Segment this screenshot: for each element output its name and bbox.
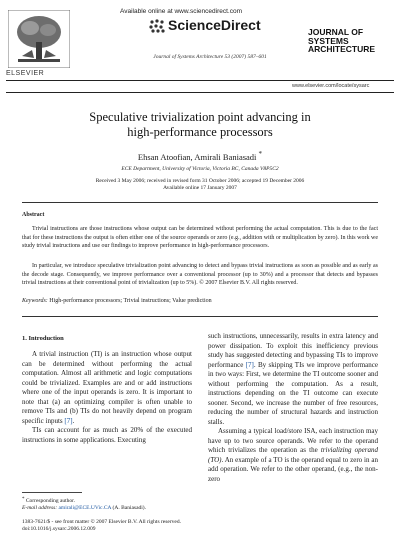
author-affiliation: ECE Department, University of Victoria, Victoria BC, Canada V8P5C2 — [121, 166, 279, 172]
publisher-logo-text: ELSEVIER — [6, 70, 45, 77]
journal-url-link[interactable]: www.elsevier.com/locate/sysarc — [292, 83, 370, 89]
email-label: E-mail address: — [22, 505, 58, 511]
available-online-date: Available online 17 January 2007 — [163, 185, 237, 191]
journal-citation: Journal of Systems Architecture 53 (2007) 587–601 — [153, 54, 267, 60]
received-dates: Received 3 May 2006; received in revised form 31 October 2006; accepted 19 December 2006 — [95, 178, 305, 184]
abstract-end-divider — [22, 316, 378, 317]
footnote-mark: * — [22, 497, 25, 502]
author-list — [20, 150, 380, 162]
journal-title-line: SYSTEMS — [308, 35, 349, 46]
abstract-heading: Abstract — [22, 212, 45, 218]
header-divider — [6, 80, 394, 81]
corresponding-author-mark[interactable]: * — [258, 150, 263, 158]
sciencedirect-brand: ScienceDirect — [168, 17, 261, 33]
footnote-divider — [22, 492, 82, 493]
journal-title — [308, 28, 375, 54]
article-title-line: high-performance processors — [127, 125, 273, 139]
journal-title-line: ARCHITECTURE — [308, 44, 376, 54]
body-paragraph: TIs can account for as much as 20% of the executed instructions in some applications. Executing — [22, 426, 192, 444]
article-history — [20, 178, 380, 192]
article-title-line: Speculative trivialization point advancing in — [89, 110, 311, 124]
left-column — [22, 350, 192, 445]
abstract-paragraph: Trivial instructions are those instructions whose output can be determined without performing the actual computation. This is due to the fact that for these instructions the output is often either one of the source operands or zero (e.g., addition with or multiplication by zero). In this work we study trivial instructions and use our findings to improve performance in high-performance processors. — [22, 226, 378, 250]
emphasis-term: trivializing operand (TO) — [208, 446, 379, 464]
available-online-text: Available online at www.sciencedirect.com — [120, 8, 242, 15]
body-paragraph: A trivial instruction (TI) is an instruction whose output can be determined without performing the actual computation. Almost all arithmetic and logic computations could be trivialized. Examples are and or add instructions where one of the input operands is zero. It is important to note that (a) an optimizing compiler is often unable to remove TIs and (b) TIs do not heavily depend on program specific inputs [7]. — [22, 350, 192, 425]
section-heading: 1. Introduction — [22, 335, 64, 342]
footnote — [22, 496, 192, 512]
keywords-text: High-performance processors; Trivial instructions; Value prediction — [49, 298, 212, 304]
footnote-email — [22, 505, 192, 512]
body-text: Assuming a typical load/store ISA, each instruction may have up to two source operands. We refer to the operand which trivializes the operation as the — [208, 427, 378, 454]
footnote-corresponding — [22, 496, 192, 505]
journal-title-line: JOURNAL OF — [308, 27, 364, 37]
header-divider — [6, 92, 394, 93]
issn-line: 1383-7621/$ - see front matter © 2007 Elsevier B.V. All rights reserved. — [22, 519, 181, 525]
elsevier-tree-logo-icon — [8, 10, 70, 68]
citation-link[interactable]: [7] — [64, 416, 73, 425]
keywords-line — [22, 298, 378, 304]
citation-link[interactable]: [7] — [245, 360, 254, 369]
email-suffix: (A. Baniasadi). — [112, 505, 146, 511]
right-column — [208, 332, 378, 484]
body-text: . By skipping TIs we improve performance in two ways: First, we determine the TI outcome sooner and without performing the computation. As a result, instructions depending on the TI outcome can execute sooner. Second, we increase the number of free resources, reducing the number of structural hazards and instruction stalls. — [208, 360, 379, 426]
copyright-footer — [22, 519, 181, 533]
body-paragraph — [208, 332, 378, 427]
body-paragraph — [208, 427, 378, 484]
keywords-label: Keywords: — [22, 298, 48, 304]
footnote-corresponding-text: Corresponding author. — [25, 498, 76, 504]
body-text: . An example of a TO is the operand equal to zero in an add operation. We refer to the other operand, (e.g., the non-zero — [208, 455, 378, 483]
abstract-paragraph: In particular, we introduce speculative trivialization point advancing to detect and bypass trivial instructions as soon as possible and as early as the decode stage. Consequently, we improve performance over a conventional processor (up to 30%) and a processor that detects and bypasses trivial instructions at their conventional point of trivialization (up to 5%). © 2007 Elsevier B.V. All rights reserved. — [22, 263, 378, 287]
body-text: such instructions, unnecessarily, results in extra latency and power dissipation. To exploit this inefficiency previous study has suggested detecting and bypassing TIs to improve performance — [208, 332, 378, 369]
author-names: Ehsan Atoofian, Amirali Baniasadi — [137, 151, 257, 162]
doi-line: doi:10.1016/j.sysarc.2006.12.009 — [22, 526, 96, 532]
sciencedirect-logo-icon — [148, 18, 166, 34]
email-link[interactable]: amirali@ECE.UVic.CA — [58, 505, 112, 511]
abstract-divider — [22, 202, 378, 203]
body-text: A trivial instruction (TI) is an instruction whose output can be determined without performing the actual computation. Almost all arithmetic and logic computations could be trivialized. Examples are and or add instructions where one of the input operands is zero. It is important to note that (a) an optimizing compiler is often unable to remove TIs and (b) TIs do not heavily depend on program specific inputs — [22, 350, 192, 425]
article-title — [20, 110, 380, 140]
